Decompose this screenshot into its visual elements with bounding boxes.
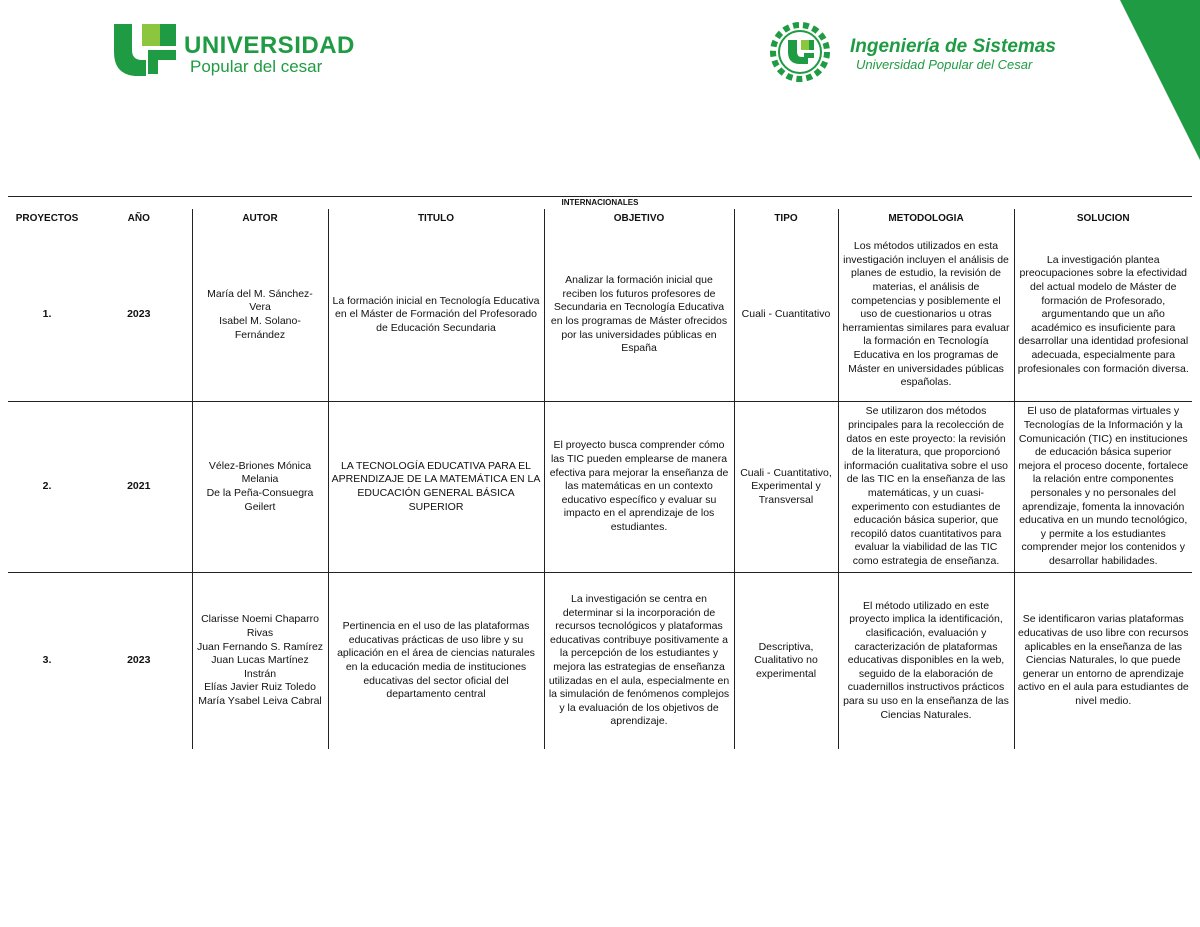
header-proyectos: PROYECTOS xyxy=(15,213,79,225)
autor-line: Clarisse Noemi Chaparro xyxy=(201,613,319,626)
row-titulo: LA TECNOLOGÍA EDUCATIVA PARA EL APRENDIZAJE DE LA MATEMÁTICA EN LA EDUCACIÓN GENERAL BÁSICA SUPERIOR xyxy=(328,402,544,573)
logo-title: UNIVERSIDAD xyxy=(184,32,355,59)
autor-line: Melania xyxy=(241,473,279,486)
row-proyecto: 3. xyxy=(8,573,86,750)
row-objetivo: El proyecto busca comprender cómo las TIC pueden emplearse de manera efectiva para mejorar la enseñanza de las matemáticas en un contexto educativo específico y evaluar su impacto en el aprendizaje de los estudiantes. xyxy=(544,402,734,573)
program-subtitle: Universidad Popular del Cesar xyxy=(856,57,1033,72)
autor-line: De la Peña-Consuegra xyxy=(206,487,314,499)
autor-line: Vera xyxy=(249,301,271,314)
row-autor xyxy=(192,573,328,750)
header-titulo: TITULO xyxy=(328,209,544,229)
projects-table xyxy=(8,209,1192,749)
row-solucion: El uso de plataformas virtuales y Tecnologías de la Información y la Comunicación (TIC) en instituciones de educación básica superior mejora el proceso docente, fortalece la relación entre componentes personales y no personales del aprendizaje, fomenta la innovación educativa en un mundo tecnológico, y permite a los estudiantes comprender mejor los contenidos y desarrollar habilidades. xyxy=(1014,402,1192,573)
row-proyecto: 2. xyxy=(8,402,86,573)
row-titulo: Pertinencia en el uso de las plataformas educativas prácticas de uso libre y su aplicación en el área de ciencias naturales en la educación media de instituciones educativas del sector oficial del departamento central xyxy=(328,573,544,750)
gear-seal-icon xyxy=(768,22,832,82)
row-objetivo: La investigación se centra en determinar si la incorporación de recursos tecnológicos y plataformas educativas contribuye positivamente a la percepción de los estudiantes y mejora las estrategias de enseñanza utilizadas en el aula, especialmente en la simulación de fenómenos complejos y la evaluación de los objetivos de aprendizaje. xyxy=(544,573,734,750)
row-autor xyxy=(192,229,328,402)
upc-logo-icon xyxy=(112,20,178,78)
row-metodologia: El método utilizado en este proyecto implica la identificación, clasificación, evaluación y caracterización de plataformas educativas disponibles en la web, seguido de la elaboración de cuadernillos instructivos prácticos para su uso en la enseñanza de las Ciencias Naturales. xyxy=(838,573,1014,750)
row-metodologia: Los métodos utilizados en esta investigación incluyen el análisis de planes de estudio, la revisión de materias, el análisis de competencias y posiblemente el uso de cuestionarios u otras herramientas similares para evaluar la formación en Tecnología Educativa en los programas de Máster en universidades públicas españolas. xyxy=(838,229,1014,402)
header-metodologia: METODOLOGIA xyxy=(838,209,1014,229)
ingenieria-sistemas-logo xyxy=(768,22,1068,82)
autor-line: Juan Lucas Martínez xyxy=(211,654,309,667)
row-anio: 2023 xyxy=(86,573,192,750)
row-solucion: La investigación plantea preocupaciones sobre la efectividad del actual modelo de Máster de formación de Profesorado, argumentando que un año académico es insuficiente para desarrollar una identidad profesional adecuada, especialmente para profesionales con formación diversa. xyxy=(1014,229,1192,402)
autor-line: Elías Javier Ruiz Toledo xyxy=(204,681,316,694)
row-proyecto: 1. xyxy=(42,308,52,321)
header-tipo: TIPO xyxy=(734,209,838,229)
row-titulo: La formación inicial en Tecnología Educativa en el Máster de Formación del Profesorado de Educación Secundaria xyxy=(328,229,544,402)
autor-line: Juan Fernando S. Ramírez xyxy=(196,640,324,653)
autor-line: Instrán xyxy=(243,667,277,680)
corner-decoration-icon xyxy=(1120,0,1200,160)
header-objetivo: OBJETIVO xyxy=(544,209,734,229)
program-title: Ingeniería de Sistemas xyxy=(850,36,1056,57)
table-row xyxy=(8,573,1192,750)
autor-line: Vélez-Briones Mónica xyxy=(208,459,312,472)
row-tipo: Descriptiva, Cualitativo no experimental xyxy=(734,573,838,750)
universidad-logo xyxy=(112,20,382,80)
row-objetivo: Analizar la formación inicial que reciben los futuros profesores de Secundaria en Tecnología Educativa en los programas de Máster ofrecidos por las universidades públicas en España xyxy=(544,229,734,402)
autor-line: Geilert xyxy=(244,500,276,513)
autor-line: María del M. Sánchez- xyxy=(207,287,313,300)
table-header-row xyxy=(8,209,1192,229)
table-row xyxy=(8,402,1192,573)
header-autor: AUTOR xyxy=(192,209,328,229)
row-anio: 2023 xyxy=(127,308,151,321)
row-tipo: Cuali - Cuantitativo, Experimental y Transversal xyxy=(734,402,838,573)
row-autor xyxy=(192,402,328,573)
logo-subtitle: Popular del cesar xyxy=(190,57,323,76)
autor-line: María Ysabel Leiva Cabral xyxy=(198,694,322,707)
row-solucion: Se identificaron varias plataformas educativas de uso libre con recursos aplicables en la enseñanza de las Ciencias Naturales, lo que puede generar un entorno de aprendizaje activo en el aula para estudiantes de nivel medio. xyxy=(1014,573,1192,750)
section-title: INTERNACIONALES xyxy=(8,196,1192,208)
table-row xyxy=(8,229,1192,402)
autor-line: Rivas xyxy=(246,627,274,640)
autor-line: Isabel M. Solano- xyxy=(219,315,301,327)
row-tipo: Cuali - Cuantitativo xyxy=(734,229,838,402)
row-anio: 2021 xyxy=(86,402,192,573)
header-solucion: SOLUCION xyxy=(1014,209,1192,229)
header-anio: AÑO xyxy=(127,213,150,225)
row-metodologia: Se utilizaron dos métodos principales para la recolección de datos en este proyecto: la revisión de la literatura, que proporcionó información cualitativa sobre el uso de las TIC en la enseñanza de las matemáticas, y un cuasi-experimento con estudiantes de educación básica superior, que recopiló datos cuantitativos para evaluar la viabilidad de las TIC como estrategia de enseñanza. xyxy=(838,402,1014,573)
autor-line: Fernández xyxy=(234,328,286,341)
